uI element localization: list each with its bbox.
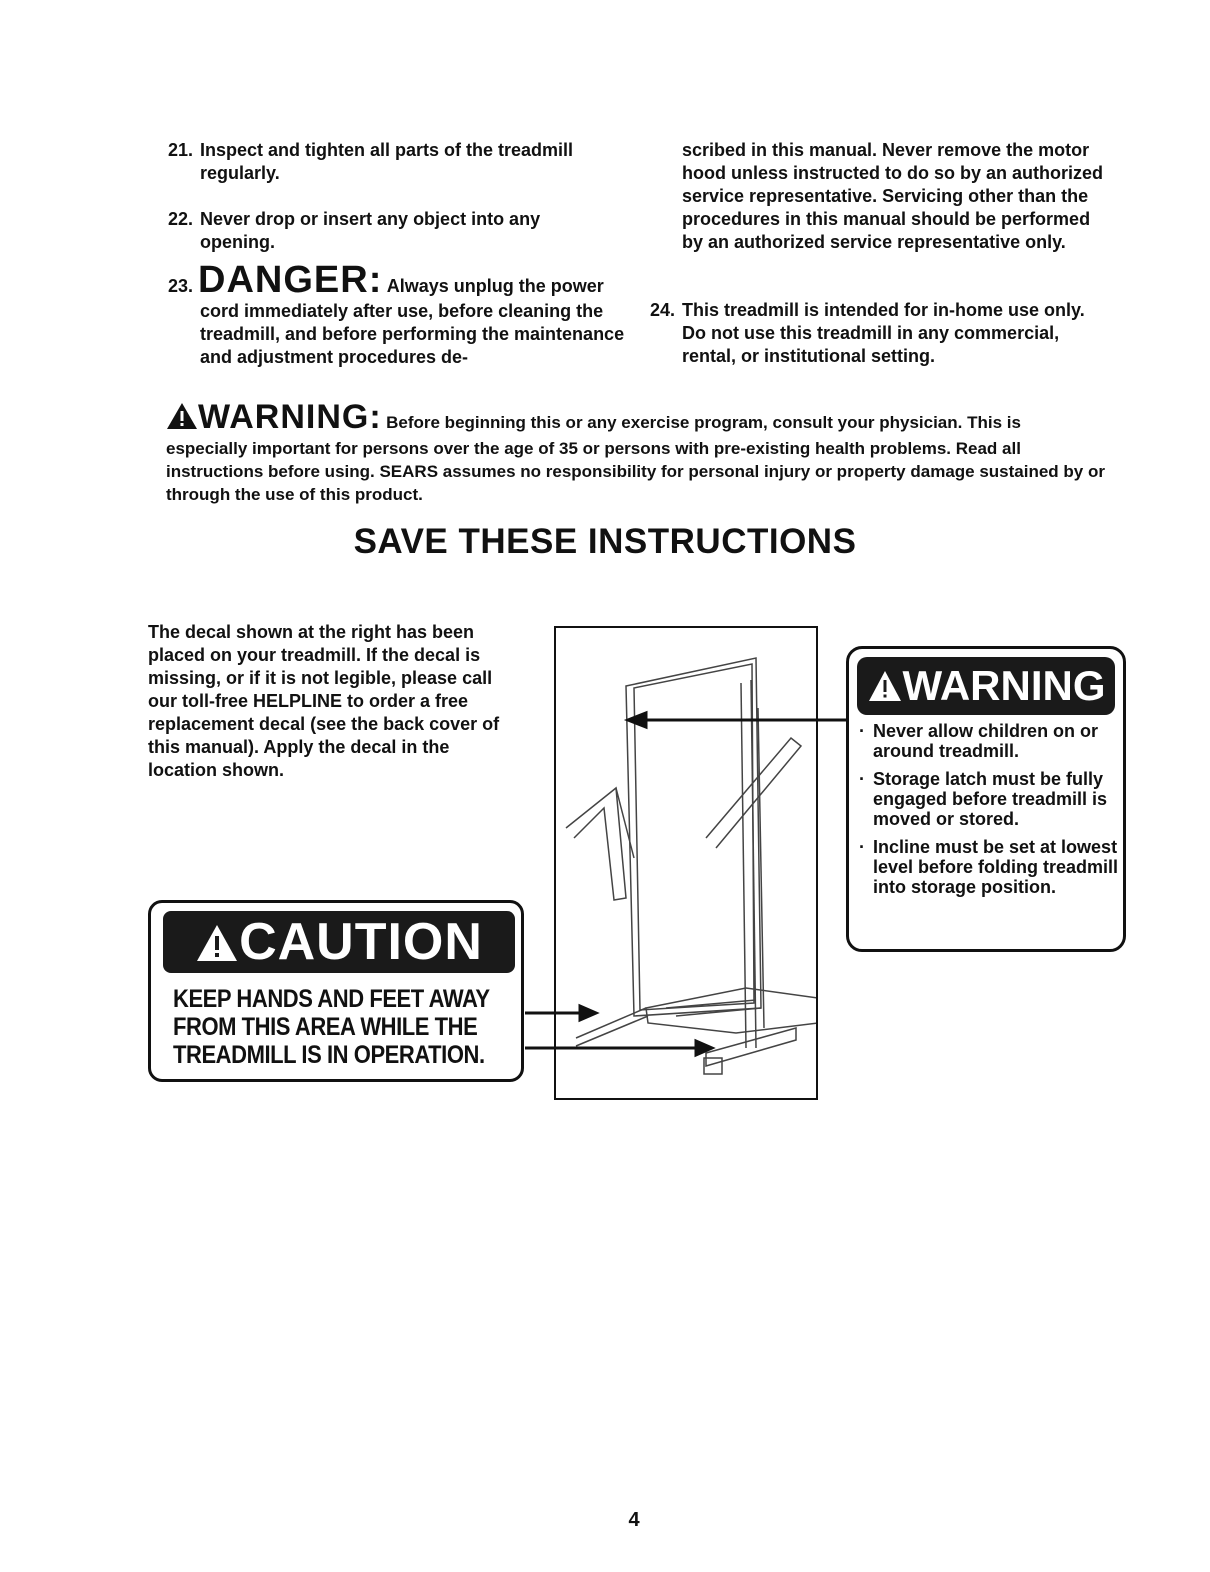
page-title: SAVE THESE INSTRUCTIONS (353, 522, 857, 561)
item-text: This treadmill is intended for in-home use only. Do not use this treadmill in any commercial, rental, or institutional setting. (682, 300, 1085, 366)
danger-label: DANGER: (198, 259, 383, 301)
caution-decal (148, 900, 524, 1082)
item-text-first-line: Always unplug the power (386, 276, 604, 296)
warning-title: WARNING (902, 662, 1106, 709)
decal-description: The decal shown at the right has been placed on your treadmill. If the decal is missing, or if it is not legible, please call our toll-free HELPLINE to order a free replacement decal (see the back cover of this manual). Apply the decal in the location shown. (148, 622, 500, 780)
item-text: Never drop or insert any object into any opening. (200, 209, 541, 252)
item-number: 24. (650, 300, 676, 320)
list-item: · Never allow children on or around treadmill. (859, 721, 1099, 761)
caution-line: TREADMILL IS IN OPERATION. (173, 1041, 485, 1069)
warning-text: Before beginning this or any exercise program, consult your physician. This is especially important for persons over the age of 35 or persons with pre-existing health problems. Read all instructions before using. SEARS assumes no responsibility for personal injury or property damage sustained by or through the use of this product. (166, 413, 1105, 504)
warning-decal (846, 646, 1126, 952)
item-number: 23. (168, 276, 194, 296)
item-number: 22. (168, 209, 194, 229)
list-item: · Incline must be set at lowest level before folding treadmill into storage position. (859, 837, 1119, 897)
warning-bullets (859, 721, 1121, 905)
caution-line: FROM THIS AREA WHILE THE (173, 1013, 478, 1041)
warning-label: WARNING: (198, 398, 382, 436)
caution-title: CAUTION (239, 913, 483, 971)
caution-message (173, 985, 490, 1069)
item-text: cord immediately after use, before cleaning the treadmill, and before performing the maintenance and adjustment procedures de- (200, 301, 625, 367)
item-number: 21. (168, 140, 194, 160)
caution-line: KEEP HANDS AND FEET AWAY (173, 985, 490, 1013)
list-item: · Storage latch must be fully engaged before treadmill is moved or stored. (859, 769, 1108, 829)
item-23-continuation: scribed in this manual. Never remove the motor hood unless instructed to do so by an authorized service representative. Servicing other than the procedures in this manual should be performed by an authorized service representative only. (682, 140, 1104, 252)
caution-header (163, 911, 515, 973)
item-text: Inspect and tighten all parts of the treadmill regularly. (200, 140, 574, 183)
page-number: 4 (628, 1509, 640, 1531)
warning-header (857, 657, 1115, 715)
caution-triangle-icon (195, 915, 239, 977)
warning-triangle-icon (867, 660, 903, 718)
